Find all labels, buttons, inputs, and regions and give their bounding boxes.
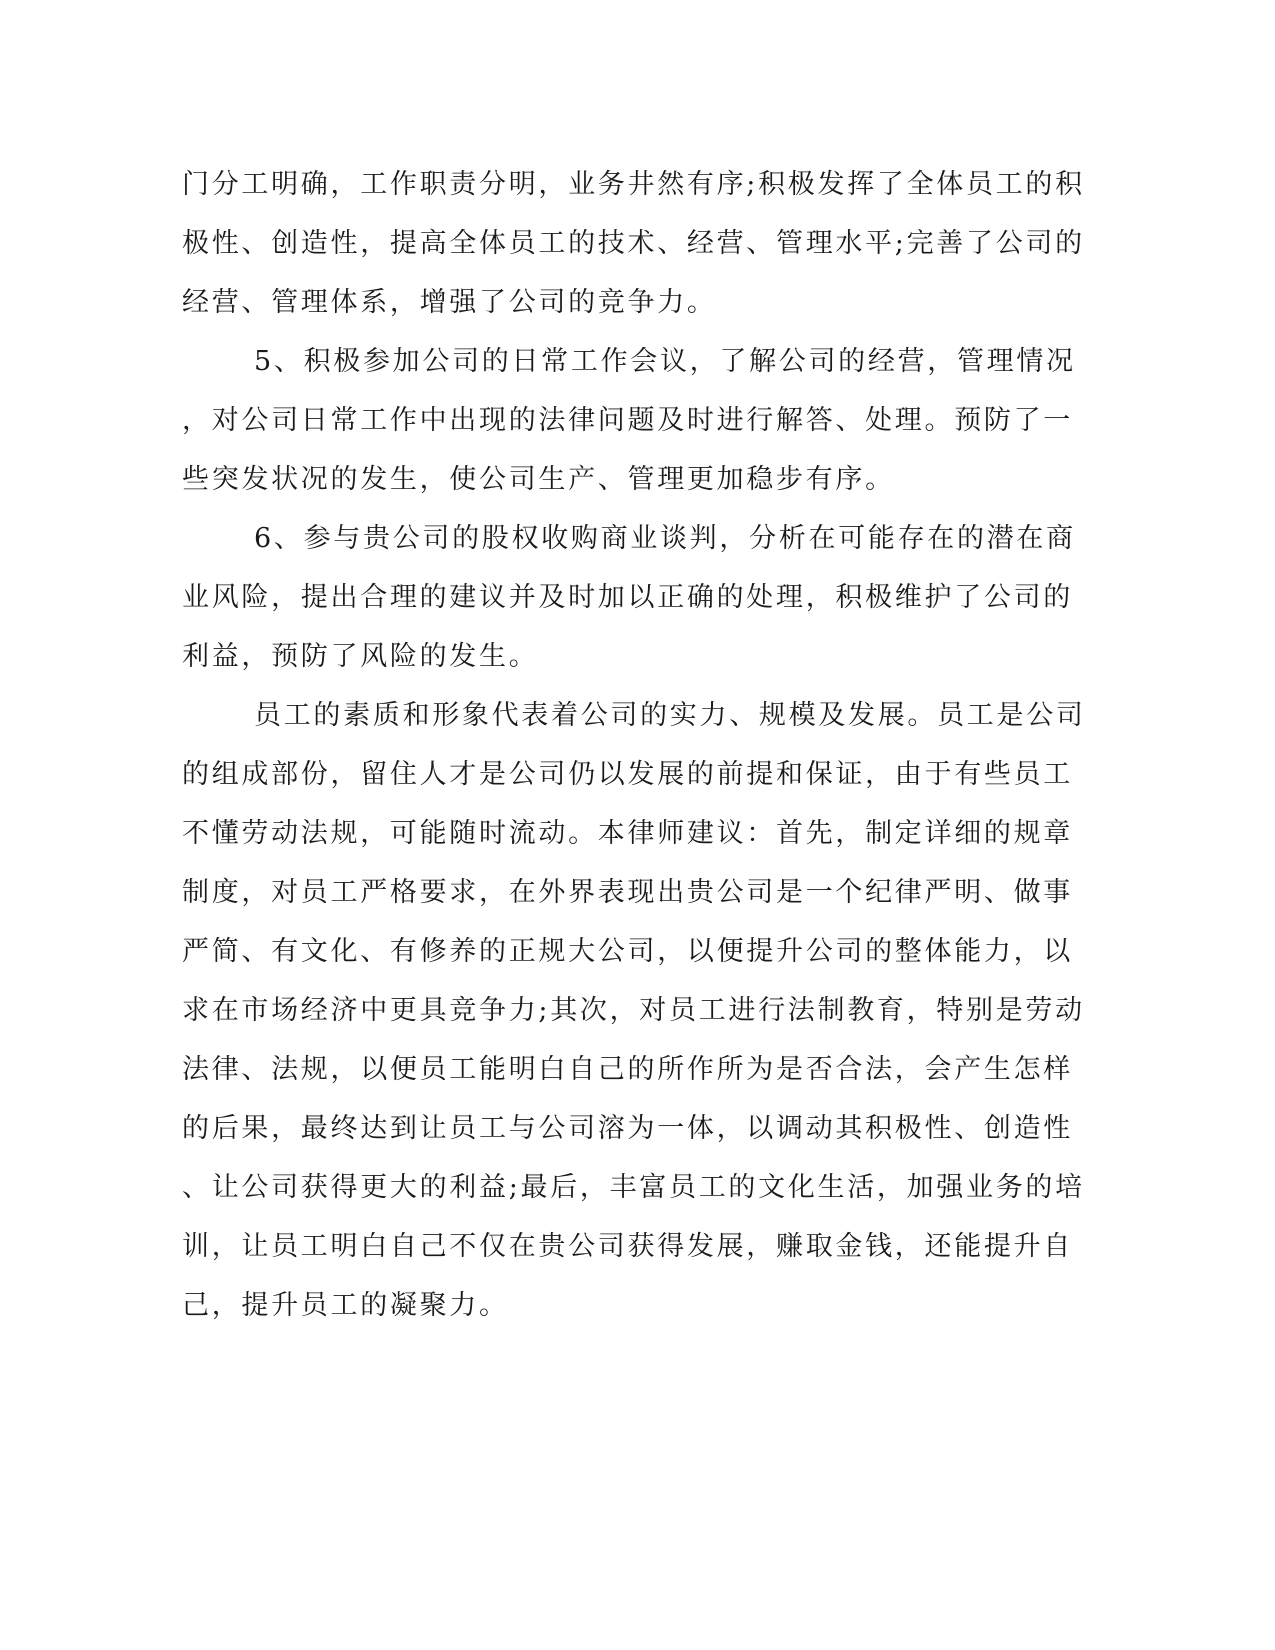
text-line: 的后果，最终达到让员工与公司溶为一体，以调动其积极性、创造性 — [182, 1113, 1073, 1144]
text-line: 利益，预防了风险的发生。 — [182, 641, 539, 672]
text-line: 训，让员工明白自己不仅在贵公司获得发展，赚取金钱，还能提升自 — [182, 1231, 1073, 1262]
text-line-paragraph-start: 员工的素质和形象代表着公司的实力、规模及发展。员工是公司 — [254, 700, 1086, 731]
text-line: 经营、管理体系，增强了公司的竞争力。 — [182, 287, 717, 318]
text-line: 求在市场经济中更具竞争力;其次，对员工进行法制教育，特别是劳动 — [182, 995, 1085, 1026]
text-line: 己，提升员工的凝聚力。 — [182, 1290, 509, 1321]
text-line: 法律、法规，以便员工能明白自己的所作所为是否合法，会产生怎样 — [182, 1054, 1073, 1085]
text-line: 极性、创造性，提高全体员工的技术、经营、管理水平;完善了公司的 — [182, 228, 1085, 259]
text-line: ，对公司日常工作中出现的法律问题及时进行解答、处理。预防了一 — [182, 405, 1073, 436]
text-line: 的组成部份，留住人才是公司仍以发展的前提和保证，由于有些员工 — [182, 759, 1073, 790]
text-line: 门分工明确，工作职责分明，业务井然有序;积极发挥了全体员工的积 — [182, 169, 1085, 200]
text-line: 些突发状况的发生，使公司生产、管理更加稳步有序。 — [182, 464, 895, 495]
text-line-paragraph-start: 5、积极参加公司的日常工作会议，了解公司的经营，管理情况 — [254, 346, 1076, 377]
text-line: 不懂劳动法规，可能随时流动。本律师建议：首先，制定详细的规章 — [182, 818, 1073, 849]
text-line: 严简、有文化、有修养的正规大公司，以便提升公司的整体能力，以 — [182, 936, 1073, 967]
text-line: 业风险，提出合理的建议并及时加以正确的处理，积极维护了公司的 — [182, 582, 1073, 613]
text-line: 制度，对员工严格要求，在外界表现出贵公司是一个纪律严明、做事 — [182, 877, 1073, 908]
text-line-paragraph-start: 6、参与贵公司的股权收购商业谈判，分析在可能存在的潜在商 — [254, 523, 1076, 554]
document-body — [182, 155, 1086, 1335]
text-line: 、让公司获得更大的利益;最后，丰富员工的文化生活，加强业务的培 — [182, 1172, 1085, 1203]
